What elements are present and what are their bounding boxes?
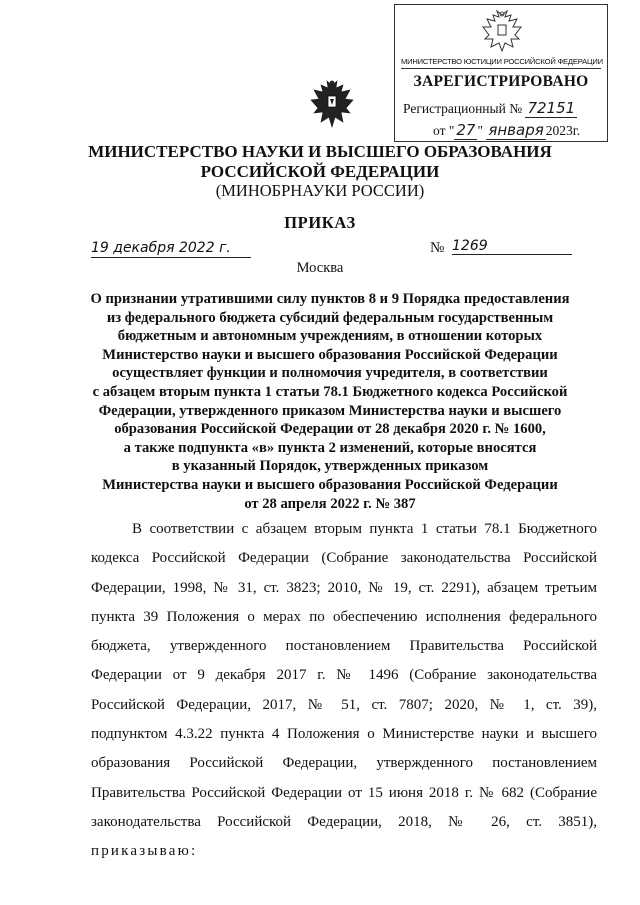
title-line: бюджетным и автономным учреждениям, в отношении которых (117, 328, 543, 345)
title-line: от 28 апреля 2022 г. № 387 (244, 495, 416, 512)
stamp-date-row (433, 121, 580, 140)
title-line: Министерство науки и высшего образования Российской Федерации (102, 346, 558, 363)
title-line: осуществляет функции и полномочия учредителя, в соответствии (112, 365, 548, 382)
body-line: образования Российской Федерации, утвержденного постановлением (91, 755, 597, 772)
order-number-label: № (430, 240, 445, 256)
stamp-date-year: 2023г. (545, 123, 581, 138)
title-line: Министерства науки и высшего образования Российской Федерации (102, 476, 558, 493)
stamp-date-day: 27 (456, 121, 476, 139)
body-line: Федерации от 9 декабря 2017 г. № 1496 (Собрание законодательства (91, 667, 597, 684)
title-line: а также подпункта «в» пункта 2 изменений, которые вносятся (123, 439, 537, 456)
registration-stamp (394, 4, 608, 142)
title-line: образования Российской Федерации от 28 декабря 2020 г. № 1600, (114, 421, 546, 438)
body-line: подпунктом 4.3.22 пункта 4 Положения о Министерстве науки и высшего (91, 726, 597, 743)
stamp-reg-number: 72151 (527, 99, 576, 117)
body-line: законодательства Российской Федерации, 2018, № 26, ст. 3851), (91, 813, 597, 830)
coat-of-arms-icon (308, 78, 356, 130)
title-line: О признании утратившими силу пунктов 8 и 9 Порядка предоставления (90, 291, 570, 307)
body-line: бюджета, утвержденного постановлением Правительства Российской (91, 638, 597, 655)
stamp-ministry-name: МИНИСТЕРСТВО ЮСТИЦИИ РОССИЙСКОЙ ФЕДЕРАЦИИ (401, 57, 601, 69)
stamp-registered-label: ЗАРЕГИСТРИРОВАНО (413, 73, 589, 90)
order-body (91, 515, 597, 867)
body-line: Российской Федерации, 2017, № 51, ст. 7807; 2020, № 1, ст. 39), (91, 696, 597, 713)
order-date: 19 декабря 2022 г. (91, 240, 251, 258)
body-line: В соответствии с абзацем вторым пункта 1 статьи 78.1 Бюджетного (132, 521, 597, 537)
city: Москва (296, 260, 344, 276)
title-line: в указанный Порядок, утвержденных приказом (171, 458, 489, 475)
body-line: приказываю: (91, 843, 198, 860)
ministry-short-name: (МИНОБРНАУКИ РОССИИ) (215, 181, 425, 200)
body-line: кодекса Российской Федерации (Собрание законодательства Российской (91, 550, 597, 567)
body-line: пункта 39 Положения о мерах по обеспечению исполнения федерального (91, 608, 597, 625)
stamp-reg-number-label: Регистрационный № (403, 101, 523, 116)
stamp-reg-number-row (403, 99, 577, 118)
coat-of-arms-icon (477, 9, 527, 55)
ministry-name-line1: МИНИСТЕРСТВО НАУКИ И ВЫСШЕГО ОБРАЗОВАНИЯ (88, 142, 552, 161)
ministry-name-line2: РОССИЙСКОЙ ФЕДЕРАЦИИ (200, 162, 440, 181)
document-type: ПРИКАЗ (284, 213, 356, 232)
title-line: Федерации, утвержденного приказом Министерства науки и высшего (98, 402, 562, 419)
stamp-date-month: января (488, 121, 544, 139)
body-line: Федерации, 1998, № 31, ст. 3823; 2010, № 19, ст. 2291), абзацем третьим (91, 579, 597, 596)
order-title (60, 290, 600, 513)
body-line: Правительства Российской Федерации от 15 июня 2018 г. № 682 (Собрание (91, 784, 597, 801)
title-line: с абзацем вторым пункта 1 статьи 78.1 Бюджетного кодекса Российской (92, 383, 568, 400)
title-line: из федерального бюджета субсидий федеральным государственным (106, 309, 554, 326)
stamp-date-prefix: от " (433, 123, 455, 138)
stamp-date-quote: " (477, 123, 483, 138)
order-number: 1269 (452, 238, 572, 255)
